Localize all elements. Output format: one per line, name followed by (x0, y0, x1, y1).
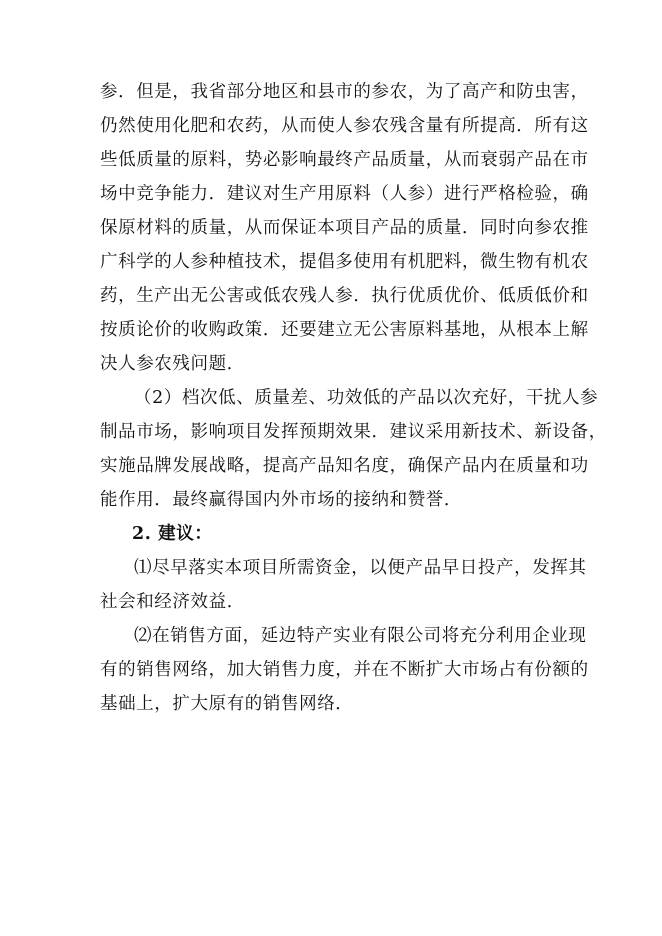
paragraph-line: 决人参农残问题． (100, 354, 245, 374)
paragraph-line: 按质论价的收购政策．还要建立无公害原料基地，从根本上解 (100, 320, 589, 340)
paragraph-line: 制品市场，影响项目发挥预期效果．建议采用新技术、新设备， (100, 422, 607, 442)
paragraph-line: 些低质量的原料，势必影响最终产品质量，从而衰弱产品在市 (100, 150, 589, 170)
paragraph-line: 基础上，扩大原有的销售网络． (100, 694, 354, 714)
paragraph-line: （2）档次低、质量差、功效低的产品以次充好，干扰人参 (134, 388, 599, 408)
paragraph-line: 参．但是，我省部分地区和县市的参农，为了高产和防虫害， (100, 82, 589, 102)
paragraph-line: 广科学的人参种植技术，提倡多使用有机肥料，微生物有机农 (100, 252, 589, 272)
paragraph-line: 仍然使用化肥和农药，从而使人参农残含量有所提高．所有这 (100, 116, 589, 136)
paragraph-line: 保原材料的质量，从而保证本项目产品的质量．同时向参农推 (100, 218, 589, 238)
paragraph-line: 能作用．最终赢得国内外市场的接纳和赞誉． (100, 490, 462, 510)
paragraph-line: 药，生产出无公害或低农残人参．执行优质优价、低质低价和 (100, 286, 589, 306)
paragraph-line: 场中竞争能力．建议对生产用原料（人参）进行严格检验，确 (100, 184, 589, 204)
paragraph-line: ⑴尽早落实本项目所需资金，以便产品早日投产，发挥其 (134, 558, 587, 578)
paragraph-line: ⑵在销售方面，延边特产实业有限公司将充分利用企业现 (134, 626, 587, 646)
paragraph-line: 社会和经济效益． (100, 592, 245, 612)
paragraph-line: 有的销售网络，加大销售力度，并在不断扩大市场占有份额的 (100, 660, 589, 680)
paragraph-line: 实施品牌发展战略，提高产品知名度，确保产品内在质量和功 (100, 456, 589, 476)
section-heading: 2. 建议： (132, 524, 213, 544)
